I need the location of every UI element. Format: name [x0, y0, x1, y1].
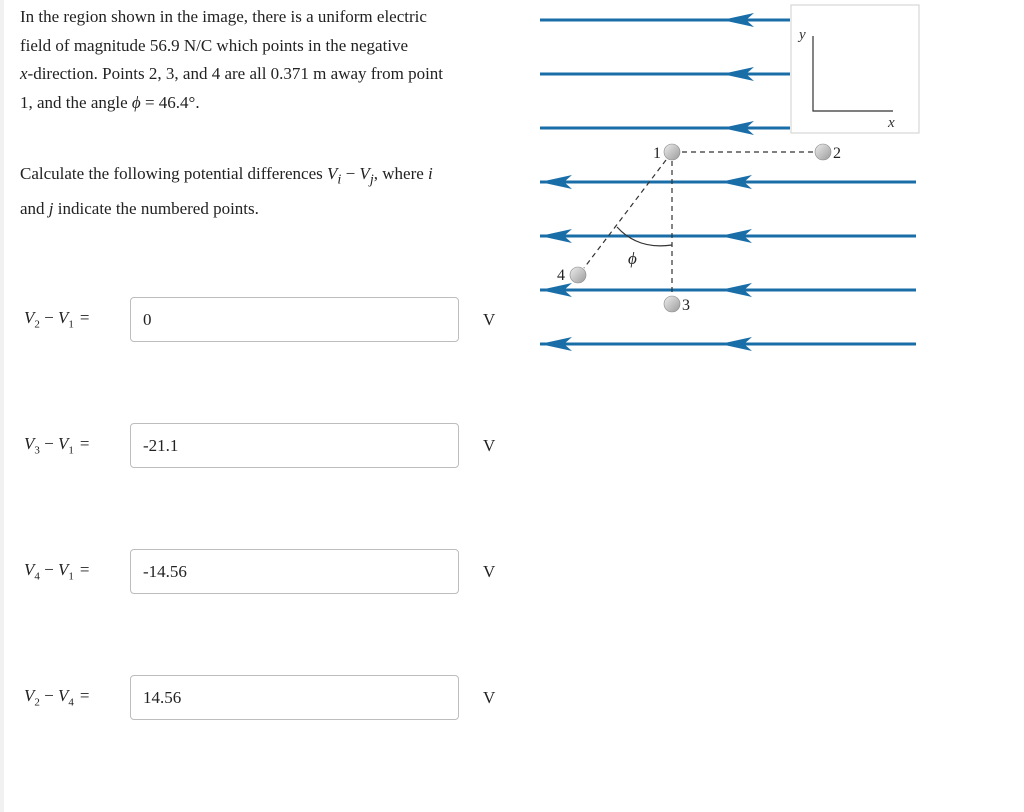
and-text: and [20, 199, 45, 219]
point-3 [664, 296, 680, 312]
instruction-text-2: indicate the numbered points. [57, 199, 259, 219]
problem-line-2: field of magnitude 56.9 N/C which points in the negative [20, 35, 409, 55]
i-variable: i [428, 164, 433, 183]
answer-label: $V_4 - V_1$ = [24, 560, 90, 583]
axes-inset [791, 5, 919, 133]
axis-y-label: y [799, 27, 806, 43]
where-text: , where [373, 164, 424, 183]
unit-label: V [483, 688, 496, 707]
point-4 [570, 267, 586, 283]
axes-box [791, 5, 919, 133]
point-2-label: 2 [833, 145, 841, 162]
unit-label: V [483, 436, 496, 455]
axis-x-label: x [888, 115, 895, 131]
angle-label: ϕ [628, 249, 637, 268]
point-1-label: 1 [653, 145, 661, 162]
answer-row-v4-v1 [0, 549, 520, 593]
answer-label: $V_2 - V_4$ = [24, 686, 90, 709]
instruction-text: Calculate the following potential differences [20, 164, 323, 183]
point-4-label: 4 [557, 267, 565, 284]
dashed-1-to-4 [584, 160, 666, 268]
problem-line-1: In the region shown in the image, there is a uniform electric [20, 7, 427, 26]
phi-symbol: ϕ [131, 93, 141, 113]
point-2 [815, 144, 831, 160]
angle-value: = 46.4°. [144, 93, 200, 113]
vj-symbol: $V_j$ [359, 164, 374, 188]
answer-input-v3-v1[interactable] [130, 423, 459, 468]
unit-label: V [483, 310, 496, 329]
answer-row-v3-v1 [0, 423, 520, 467]
unit-label: V [483, 562, 496, 581]
j-variable: j [48, 199, 54, 219]
vi-symbol: $V_i$ [327, 164, 342, 188]
answer-label: $V_3 - V_1$ = [24, 434, 90, 457]
problem-line-3-text: -direction. Points 2, 3, and 4 are all 0.371 m away from point [27, 64, 444, 84]
answer-input-v4-v1[interactable] [130, 549, 459, 594]
dashed-lines [584, 152, 816, 297]
point-1 [664, 144, 680, 160]
answer-input-v2-v4[interactable] [130, 675, 459, 720]
minus-sign: − [345, 164, 356, 183]
field-diagram [0, 0, 1024, 400]
point-3-label: 3 [682, 297, 690, 314]
problem-line-4-text: 1, and the angle [20, 93, 128, 113]
x-variable: x [20, 64, 28, 84]
answer-label: $V_2 - V_1$ = [24, 308, 90, 331]
answer-row-v2-v4 [0, 675, 520, 719]
